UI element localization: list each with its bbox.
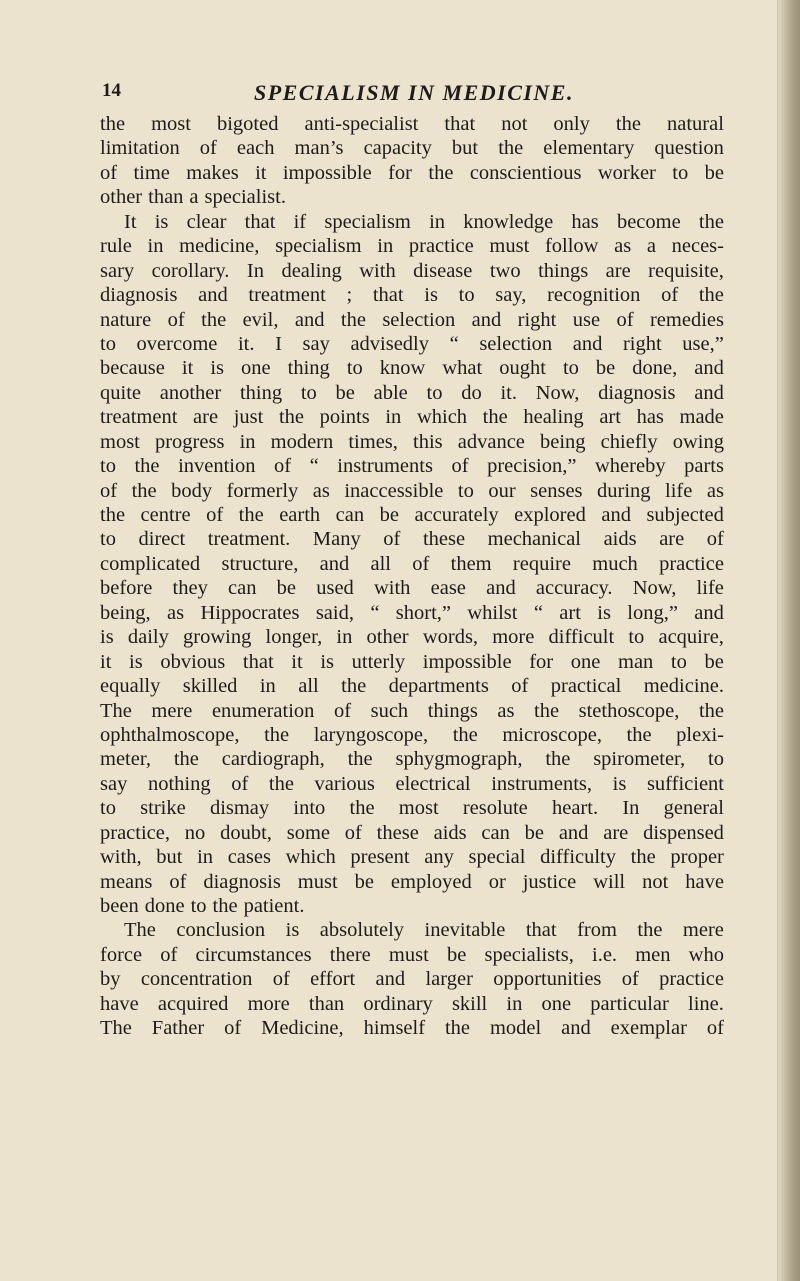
text-line: complicated structure, and all of them require much practice [100, 552, 724, 575]
text-line: limitation of each man’s capacity but the elementary question [100, 137, 724, 160]
text-line: to strike dismay into the most resolute heart. In general [100, 797, 724, 820]
text-line: have acquired more than ordinary skill in one particular line. [100, 992, 724, 1015]
text-line: treatment are just the points in which the healing art has made [100, 406, 724, 429]
text-line: The conclusion is absolutely inevitable that from the mere [124, 919, 724, 942]
page-edge-shadow [778, 0, 800, 1281]
text-line: other than a specialist. [100, 186, 286, 209]
text-line: meter, the cardiograph, the sphygmograph, the spirometer, to [100, 748, 724, 771]
text-line: quite another thing to be able to do it. Now, diagnosis and [100, 381, 724, 404]
text-line: to the invention of “ instruments of precision,” whereby parts [100, 455, 724, 478]
text-line: force of circumstances there must be specialists, i.e. men who [100, 943, 724, 966]
text-line: diagnosis and treatment ; that is to say, recognition of the [100, 284, 724, 307]
text-line: means of diagnosis must be employed or justice will not have [100, 870, 724, 893]
text-line: been done to the patient. [100, 895, 305, 917]
text-line: the most bigoted anti-specialist that not only the natural [100, 113, 724, 135]
text-line: nature of the evil, and the selection and right use of remedies [100, 308, 724, 331]
text-line: because it is one thing to know what ought to be done, and [100, 357, 724, 380]
text-line: say nothing of the various electrical instruments, is sufficient [100, 772, 724, 795]
text-line: sary corollary. In dealing with disease two things are requisite, [100, 259, 724, 282]
page-number: 14 [102, 80, 121, 101]
text-line: to direct treatment. Many of these mechanical aids are of [100, 528, 724, 551]
text-line: it is obvious that it is utterly impossible for one man to be [100, 650, 724, 673]
body-text [100, 112, 724, 1041]
text-line: practice, no doubt, some of these aids can be and are dispensed [100, 821, 724, 844]
text-line: It is clear that if specialism in knowledge has become the [124, 210, 724, 233]
text-line: rule in medicine, specialism in practice must follow as a neces- [100, 235, 724, 258]
text-line: with, but in cases which present any special difficulty the proper [100, 846, 724, 869]
text-line: most progress in modern times, this advance being chiefly owing [100, 430, 724, 453]
text-line: is daily growing longer, in other words, more difficult to acquire, [100, 626, 724, 649]
text-line: before they can be used with ease and accuracy. Now, life [100, 577, 724, 600]
text-line: to overcome it. I say advisedly “ selection and right use,” [100, 332, 724, 355]
running-title: SPECIALISM IN MEDICINE. [254, 80, 574, 105]
text-line: equally skilled in all the departments of practical medicine. [100, 675, 724, 698]
text-line: by concentration of effort and larger opportunities of practice [100, 968, 724, 991]
text-line: the centre of the earth can be accurately explored and subjected [100, 504, 724, 526]
running-head [102, 80, 712, 108]
text-line: being, as Hippocrates said, “ short,” whilst “ art is long,” and [100, 601, 724, 624]
text-line: The mere enumeration of such things as the stethoscope, the [100, 699, 724, 722]
text-line: of time makes it impossible for the conscientious worker to be [100, 161, 724, 184]
text-line: of the body formerly as inaccessible to our senses during life as [100, 479, 724, 502]
text-line: The Father of Medicine, himself the model and exemplar of [100, 1017, 724, 1040]
text-line: ophthalmoscope, the laryngoscope, the microscope, the plexi- [100, 723, 724, 746]
